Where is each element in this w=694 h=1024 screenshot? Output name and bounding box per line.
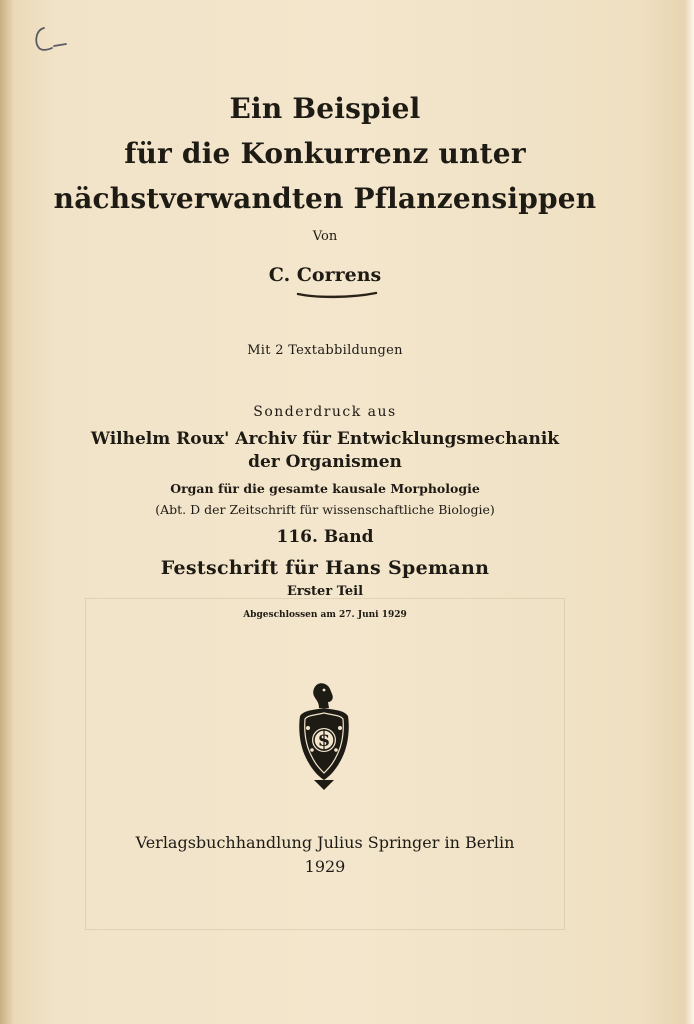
pencil-c-icon xyxy=(30,20,70,54)
figures-note: Mit 2 Textabbildungen xyxy=(247,343,403,358)
journal-line-2: der Organismen xyxy=(248,452,402,472)
completion-date: Abgeschlossen am 27. Juni 1929 xyxy=(243,610,407,620)
title-line-1: Ein Beispiel xyxy=(229,92,421,125)
journal-title xyxy=(0,428,650,474)
pencil-annotation xyxy=(30,20,70,54)
publisher-block xyxy=(0,831,650,879)
by-label: Von xyxy=(312,229,338,244)
volume-number: 116. Band xyxy=(276,527,374,547)
document-title xyxy=(0,86,650,221)
author-underline-stroke xyxy=(296,289,378,301)
journal-subtitle: Organ für die gesamte kausale Morphologie xyxy=(170,481,480,496)
svg-text:S: S xyxy=(318,731,330,750)
festschrift-title: Festschrift für Hans Spemann xyxy=(160,557,490,579)
publication-year: 1929 xyxy=(304,857,346,876)
springer-knight-logo-icon xyxy=(292,680,356,792)
publisher-name: Verlagsbuchhandlung Julius Springer in Berlin xyxy=(135,833,515,852)
journal-section: (Abt. D der Zeitschrift für wissenschaftliche Biologie) xyxy=(155,502,495,517)
offprint-label: Sonderdruck aus xyxy=(253,404,397,420)
author-name: C. Correns xyxy=(268,264,382,286)
page-edge-highlight xyxy=(684,0,694,1024)
title-line-2: für die Konkurrenz unter xyxy=(124,137,526,170)
title-line-3: nächstverwandten Pflanzensippen xyxy=(53,182,597,215)
part-label: Erster Teil xyxy=(286,584,364,599)
journal-line-1: Wilhelm Roux' Archiv für Entwicklungsmechanik xyxy=(90,429,560,449)
